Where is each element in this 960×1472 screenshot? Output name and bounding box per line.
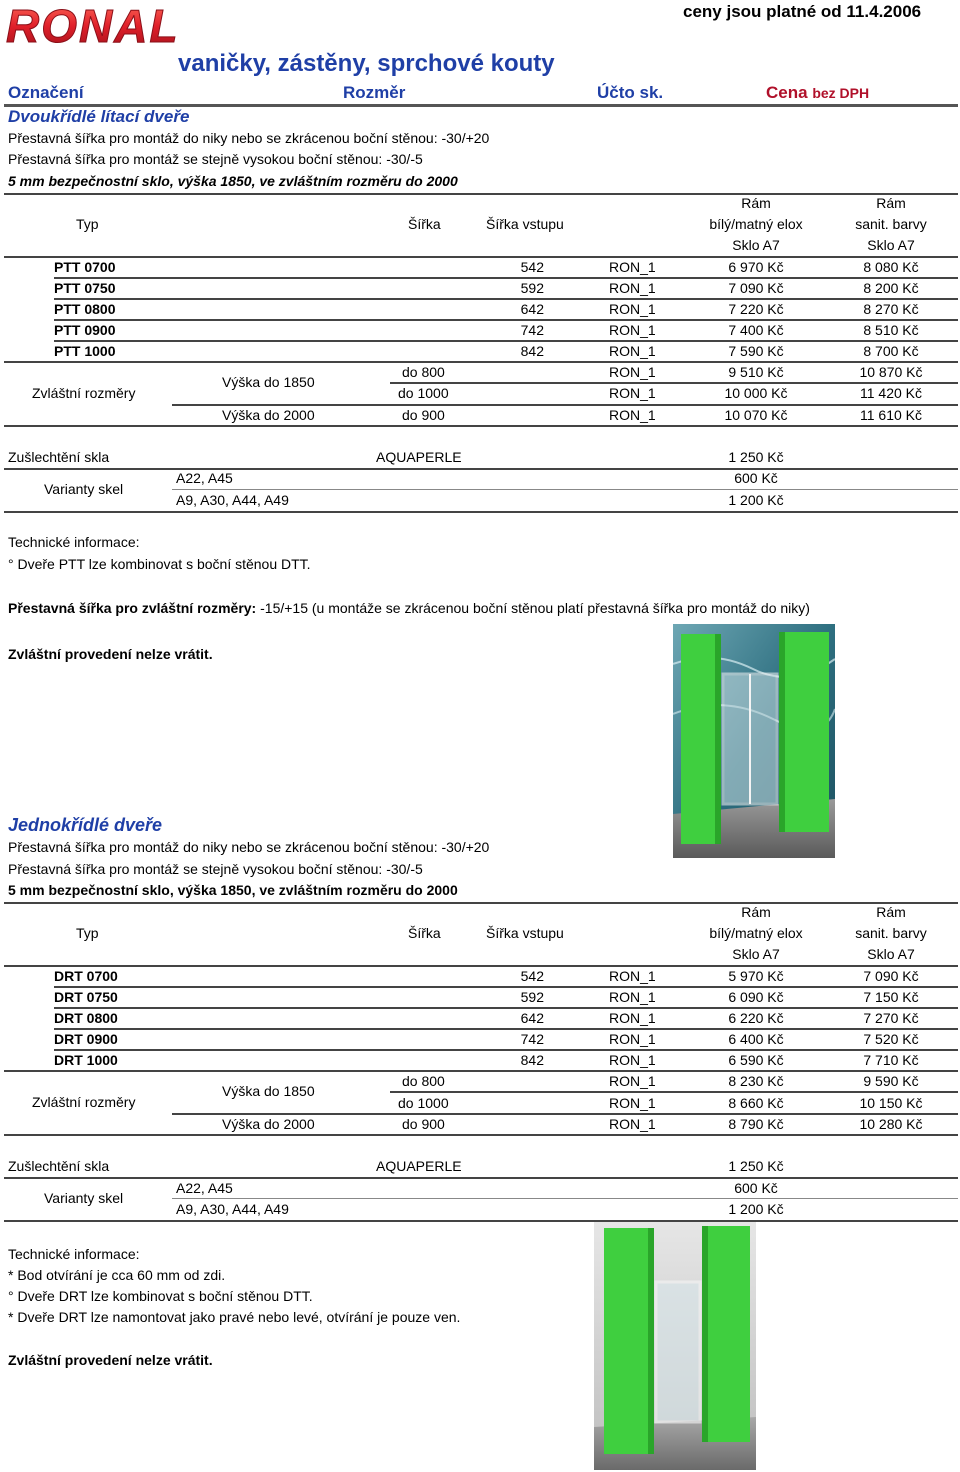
variants-label: Varianty skel xyxy=(44,1190,124,1206)
price2-cell: 8 510 Kč xyxy=(863,322,919,338)
height-1850-label: Výška do 1850 xyxy=(222,374,315,390)
price2-cell: 7 150 Kč xyxy=(863,989,919,1005)
note-line: Přestavná šířka pro montáž do niky nebo se zkrácenou boční stěnou: -30/+20 xyxy=(8,839,490,855)
price1-cell: 7 220 Kč xyxy=(728,301,784,317)
svg-text:RONAL: RONAL xyxy=(6,4,180,48)
divider xyxy=(4,1070,958,1072)
divider xyxy=(390,382,958,384)
note-line: Přestavná šířka pro montáž do niky nebo se zkrácenou boční stěnou: -30/+20 xyxy=(8,130,490,146)
entry-cell: 592 xyxy=(520,280,544,296)
code-cell: RON_1 xyxy=(609,343,656,359)
col-price xyxy=(766,83,869,103)
entry-cell: 642 xyxy=(520,301,544,317)
special-label: Zvláštní rozměry xyxy=(32,385,136,401)
entry-width-header: Šířka vstupu xyxy=(486,925,564,941)
variant-name: A9, A30, A44, A49 xyxy=(176,1201,289,1217)
divider xyxy=(4,425,958,427)
variant-price: 1 200 Kč xyxy=(728,492,784,508)
price2-cell: 7 090 Kč xyxy=(863,968,919,984)
divider xyxy=(4,1177,958,1179)
code-cell: RON_1 xyxy=(609,385,656,401)
note-line: Přestavná šířka pro montáž se stejně vysokou boční stěnou: -30/-5 xyxy=(8,861,423,877)
divider xyxy=(4,361,958,363)
divider xyxy=(172,489,958,490)
finish-name: AQUAPERLE xyxy=(376,449,462,465)
price1-cell: 6 590 Kč xyxy=(728,1052,784,1068)
price1-cell: 7 090 Kč xyxy=(728,280,784,296)
finish-price: 1 250 Kč xyxy=(728,449,784,465)
tech-info-line: * Dveře DRT lze namontovat jako pravé nebo levé, otvírání je pouze ven. xyxy=(8,1309,461,1325)
section-title: Dvoukřídlé lítací dveře xyxy=(8,107,190,126)
type-cell: DRT 0750 xyxy=(54,989,118,1005)
price2-cell: 10 150 Kč xyxy=(859,1095,923,1111)
price1-cell: 8 230 Kč xyxy=(728,1073,784,1089)
price2-cell: 7 270 Kč xyxy=(863,1010,919,1026)
finish-label: Zušlechtění skla xyxy=(8,1158,110,1174)
col-designation: Označení xyxy=(8,83,84,102)
type-header: Typ xyxy=(76,216,99,232)
variant-name: A9, A30, A44, A49 xyxy=(176,492,289,508)
code-cell: RON_1 xyxy=(609,989,656,1005)
tech-info-line: ° Dveře PTT lze kombinovat s boční stěnou DTT. xyxy=(8,556,311,572)
note-line: Přestavná šířka pro montáž se stejně vysokou boční stěnou: -30/-5 xyxy=(8,151,423,167)
type-cell: PTT 0700 xyxy=(54,259,116,275)
code-cell: RON_1 xyxy=(609,364,656,380)
price1-cell: 6 220 Kč xyxy=(728,1010,784,1026)
special-width: do 900 xyxy=(402,407,445,423)
code-cell: RON_1 xyxy=(609,280,656,296)
special-width: do 1000 xyxy=(398,385,449,401)
divider xyxy=(390,1091,958,1093)
variants-label: Varianty skel xyxy=(44,481,124,497)
type-cell: DRT 0900 xyxy=(54,1031,118,1047)
code-cell: RON_1 xyxy=(609,1031,656,1047)
height-2000-label: Výška do 2000 xyxy=(222,407,315,423)
variant-price: 1 200 Kč xyxy=(728,1201,784,1217)
code-cell: RON_1 xyxy=(609,1010,656,1026)
glass-note: 5 mm bezpečnostní sklo, výška 1850, ve zvláštním rozměru do 2000 xyxy=(8,882,458,898)
entry-cell: 742 xyxy=(520,322,544,338)
col-dimension: Rozměr xyxy=(343,83,406,102)
entry-cell: 742 xyxy=(520,1031,544,1047)
adjustable-note-bold: Přestavná šířka pro zvláštní rozměry: xyxy=(8,600,257,616)
divider xyxy=(54,277,958,279)
code-cell: RON_1 xyxy=(609,259,656,275)
divider xyxy=(54,340,958,342)
adjustable-note xyxy=(8,600,810,616)
code-cell: RON_1 xyxy=(609,968,656,984)
price2-cell: 11 610 Kč xyxy=(859,407,922,423)
page-title: vaničky, zástěny, sprchové kouty xyxy=(178,50,555,77)
divider xyxy=(4,511,958,513)
price1-cell: 5 970 Kč xyxy=(728,968,784,984)
divider xyxy=(4,902,958,904)
price2-cell: 11 420 Kč xyxy=(859,385,922,401)
entry-cell: 842 xyxy=(520,1052,544,1068)
price2-cell: 10 870 Kč xyxy=(859,364,923,380)
price2-cell: 10 280 Kč xyxy=(859,1116,923,1132)
divider xyxy=(54,1049,958,1051)
product-photo xyxy=(673,624,835,858)
frame1-header-1: Rám xyxy=(741,904,771,920)
special-label: Zvláštní rozměry xyxy=(32,1094,136,1110)
price1-cell: 6 400 Kč xyxy=(728,1031,784,1047)
frame1-header-3: Sklo A7 xyxy=(732,946,780,962)
no-return-note: Zvláštní provedení nelze vrátit. xyxy=(8,646,213,662)
special-width: do 800 xyxy=(402,364,445,380)
code-cell: RON_1 xyxy=(609,1052,656,1068)
variant-name: A22, A45 xyxy=(176,1180,233,1196)
type-header: Typ xyxy=(76,925,99,941)
width-header: Šířka xyxy=(408,216,441,232)
divider xyxy=(4,1134,958,1136)
special-width: do 900 xyxy=(402,1116,445,1132)
tech-info-line: ° Dveře DRT lze kombinovat s boční stěnou DTT. xyxy=(8,1288,313,1304)
entry-cell: 542 xyxy=(520,968,544,984)
frame2-header-2: sanit. barvy xyxy=(855,925,927,941)
divider xyxy=(172,404,958,406)
code-cell: RON_1 xyxy=(609,407,656,423)
adjustable-note-rest: -15/+15 (u montáže se zkrácenou boční stěnou platí přestavná šířka pro montáž do niky) xyxy=(256,600,810,616)
divider xyxy=(172,1113,958,1115)
frame1-header-2: bílý/matný elox xyxy=(709,216,803,232)
finish-name: AQUAPERLE xyxy=(376,1158,462,1174)
divider xyxy=(4,1220,958,1222)
entry-cell: 592 xyxy=(520,989,544,1005)
type-cell: PTT 0750 xyxy=(54,280,116,296)
frame1-header-2: bílý/matný elox xyxy=(709,925,803,941)
price1-cell: 7 590 Kč xyxy=(728,343,784,359)
width-header: Šířka xyxy=(408,925,441,941)
price-validity: ceny jsou platné od 11.4.2006 xyxy=(683,2,922,21)
frame1-header-1: Rám xyxy=(741,195,771,211)
price2-cell: 8 270 Kč xyxy=(863,301,919,317)
glass-note: 5 mm bezpečnostní sklo, výška 1850, ve zvláštním rozměru do 2000 xyxy=(8,173,458,189)
type-cell: PTT 1000 xyxy=(54,343,116,359)
entry-cell: 842 xyxy=(520,343,544,359)
type-cell: DRT 0800 xyxy=(54,1010,118,1026)
frame2-header-3: Sklo A7 xyxy=(867,946,915,962)
height-1850-label: Výška do 1850 xyxy=(222,1083,315,1099)
frame2-header-3: Sklo A7 xyxy=(867,237,915,253)
price2-cell: 8 080 Kč xyxy=(863,259,919,275)
finish-label: Zušlechtění skla xyxy=(8,449,110,465)
code-cell: RON_1 xyxy=(609,1095,656,1111)
variant-name: A22, A45 xyxy=(176,470,233,486)
price2-cell: 7 710 Kč xyxy=(863,1052,919,1068)
divider xyxy=(54,298,958,300)
section-title: Jednokřídlé dveře xyxy=(8,815,163,835)
price2-cell: 8 700 Kč xyxy=(863,343,919,359)
type-cell: DRT 1000 xyxy=(54,1052,118,1068)
price1-cell: 6 970 Kč xyxy=(728,259,784,275)
divider xyxy=(4,193,958,195)
code-cell: RON_1 xyxy=(609,1073,656,1089)
code-cell: RON_1 xyxy=(609,301,656,317)
tech-info-title: Technické informace: xyxy=(8,1246,140,1262)
entry-width-header: Šířka vstupu xyxy=(486,216,564,232)
special-width: do 800 xyxy=(402,1073,445,1089)
price2-cell: 8 200 Kč xyxy=(863,280,919,296)
price2-cell: 7 520 Kč xyxy=(863,1031,919,1047)
divider xyxy=(54,986,958,988)
finish-price: 1 250 Kč xyxy=(728,1158,784,1174)
variant-price: 600 Kč xyxy=(734,1180,778,1196)
frame2-header-1: Rám xyxy=(876,195,906,211)
entry-cell: 642 xyxy=(520,1010,544,1026)
divider xyxy=(54,1028,958,1030)
price1-cell: 9 510 Kč xyxy=(728,364,784,380)
divider xyxy=(4,965,958,967)
type-cell: PTT 0800 xyxy=(54,301,116,317)
code-cell: RON_1 xyxy=(609,322,656,338)
special-width: do 1000 xyxy=(398,1095,449,1111)
frame1-header-3: Sklo A7 xyxy=(732,237,780,253)
height-2000-label: Výška do 2000 xyxy=(222,1116,315,1132)
divider xyxy=(172,1198,958,1199)
col-price-suffix: bez DPH xyxy=(812,85,870,101)
divider xyxy=(4,256,958,258)
divider xyxy=(54,1007,958,1009)
price1-cell: 10 000 Kč xyxy=(724,385,788,401)
type-cell: PTT 0900 xyxy=(54,322,116,338)
tech-info-title: Technické informace: xyxy=(8,534,140,550)
product-photo xyxy=(594,1222,756,1470)
col-account: Účto sk. xyxy=(597,83,664,102)
code-cell: RON_1 xyxy=(609,1116,656,1132)
price1-cell: 6 090 Kč xyxy=(728,989,784,1005)
col-price-label: Cena xyxy=(766,83,808,102)
price1-cell: 8 790 Kč xyxy=(728,1116,784,1132)
price2-cell: 9 590 Kč xyxy=(863,1073,919,1089)
brand-logo xyxy=(4,4,262,48)
type-cell: DRT 0700 xyxy=(54,968,118,984)
tech-info-line: * Bod otvírání je cca 60 mm od zdi. xyxy=(8,1267,226,1283)
divider xyxy=(54,319,958,321)
price1-cell: 8 660 Kč xyxy=(728,1095,784,1111)
price1-cell: 10 070 Kč xyxy=(724,407,788,423)
variant-price: 600 Kč xyxy=(734,470,778,486)
no-return-note: Zvláštní provedení nelze vrátit. xyxy=(8,1352,213,1368)
frame2-header-2: sanit. barvy xyxy=(855,216,927,232)
entry-cell: 542 xyxy=(520,259,544,275)
frame2-header-1: Rám xyxy=(876,904,906,920)
price1-cell: 7 400 Kč xyxy=(728,322,784,338)
